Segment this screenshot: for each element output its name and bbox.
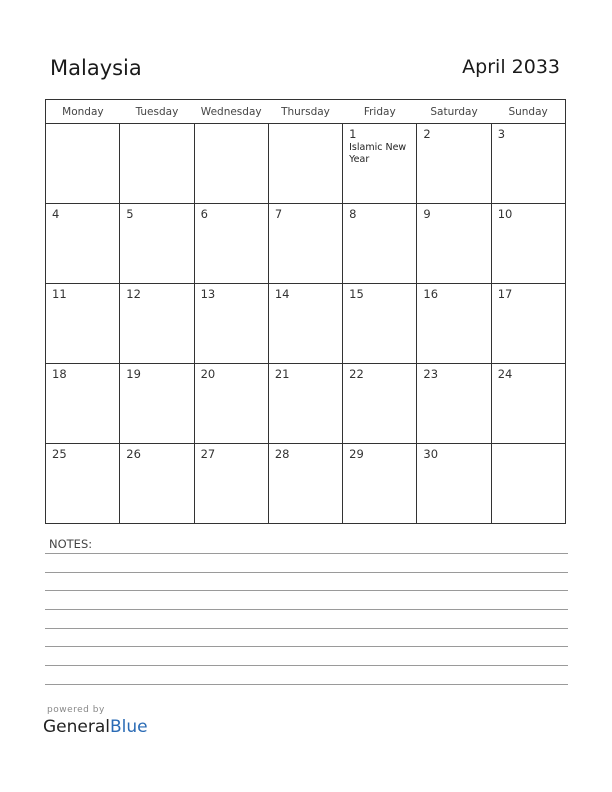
day-number: 10 (497, 207, 513, 221)
day-cell[interactable] (46, 124, 120, 204)
week-row (46, 204, 566, 284)
country-title: Malaysia (50, 56, 142, 80)
day-cell[interactable] (491, 204, 565, 284)
weekday-header-row (46, 100, 566, 124)
generalblue-logo[interactable] (43, 717, 148, 737)
weekday-header: Tuesday (120, 100, 194, 124)
day-number: 15 (349, 287, 364, 301)
day-cell[interactable] (194, 124, 268, 204)
day-cell[interactable] (491, 364, 565, 444)
day-cell[interactable] (491, 124, 565, 204)
day-number: 2 (423, 127, 431, 141)
weekday-header: Wednesday (194, 100, 268, 124)
day-number: 12 (126, 287, 141, 301)
day-cell[interactable] (120, 444, 194, 524)
day-cell[interactable] (491, 444, 565, 524)
note-line (45, 684, 568, 685)
day-cell[interactable] (46, 284, 120, 364)
day-cell[interactable] (343, 124, 417, 204)
day-cell[interactable] (194, 284, 268, 364)
day-cell[interactable] (46, 204, 120, 284)
weekday-header: Friday (343, 100, 417, 124)
day-number: 23 (423, 367, 439, 381)
note-line (45, 572, 568, 573)
day-number: 25 (52, 447, 67, 461)
weekday-header: Monday (46, 100, 120, 124)
day-cell[interactable] (194, 364, 268, 444)
day-number: 26 (126, 447, 141, 461)
day-cell[interactable] (343, 364, 417, 444)
day-number: 28 (274, 447, 290, 461)
day-cell[interactable] (120, 204, 194, 284)
note-line (45, 553, 568, 554)
day-number: 20 (200, 367, 216, 381)
weekday-header: Sunday (491, 100, 565, 124)
note-line (45, 665, 568, 666)
day-cell[interactable] (343, 444, 417, 524)
month-year-title: April 2033 (462, 56, 560, 78)
day-cell[interactable] (491, 284, 565, 364)
week-row (46, 284, 566, 364)
day-cell[interactable] (120, 364, 194, 444)
calendar-grid (45, 99, 566, 524)
day-number: 14 (274, 287, 290, 301)
day-number: 3 (497, 127, 506, 141)
day-cell[interactable] (417, 124, 491, 204)
day-number: 9 (423, 207, 431, 221)
day-number: 11 (52, 287, 67, 301)
day-number: 22 (349, 367, 364, 381)
note-line (45, 628, 568, 629)
day-cell[interactable] (194, 204, 268, 284)
day-cell[interactable] (417, 284, 491, 364)
brand-blue: Blue (110, 717, 148, 737)
notes-label: NOTES: (49, 537, 93, 551)
day-cell[interactable] (194, 444, 268, 524)
day-number: 5 (126, 207, 134, 221)
day-number: 8 (349, 207, 357, 221)
day-cell[interactable] (120, 124, 194, 204)
day-cell[interactable] (268, 204, 342, 284)
day-cell[interactable] (268, 364, 342, 444)
day-cell[interactable] (268, 444, 342, 524)
day-number: 19 (126, 367, 141, 381)
day-number: 18 (52, 367, 67, 381)
note-line (45, 609, 568, 610)
day-cell[interactable] (268, 284, 342, 364)
day-number: 27 (200, 447, 216, 461)
note-line (45, 646, 568, 647)
weekday-header: Saturday (417, 100, 491, 124)
day-number: 29 (349, 447, 364, 461)
week-row (46, 364, 566, 444)
day-number: 21 (274, 367, 290, 381)
day-cell[interactable] (417, 204, 491, 284)
weekday-header: Thursday (268, 100, 342, 124)
day-cell[interactable] (268, 124, 342, 204)
day-number: 30 (423, 447, 439, 461)
day-cell[interactable] (343, 204, 417, 284)
day-cell[interactable] (120, 284, 194, 364)
day-cell[interactable] (46, 364, 120, 444)
day-cell[interactable] (343, 284, 417, 364)
day-number: 13 (200, 287, 216, 301)
week-row (46, 124, 566, 204)
day-number: 6 (200, 207, 208, 221)
day-number: 7 (274, 207, 283, 221)
day-cell[interactable] (46, 444, 120, 524)
brand-general: General (43, 717, 110, 737)
week-row (46, 444, 566, 524)
day-number: 4 (52, 207, 60, 221)
day-cell[interactable] (417, 364, 491, 444)
day-cell[interactable] (417, 444, 491, 524)
day-number: 24 (497, 367, 513, 381)
day-number: 16 (423, 287, 439, 301)
holiday-label: Islamic New Year (349, 142, 407, 165)
powered-by-text: powered by (47, 705, 105, 715)
day-number: 17 (497, 287, 513, 301)
day-number: 1 (349, 127, 357, 141)
note-line (45, 590, 568, 591)
